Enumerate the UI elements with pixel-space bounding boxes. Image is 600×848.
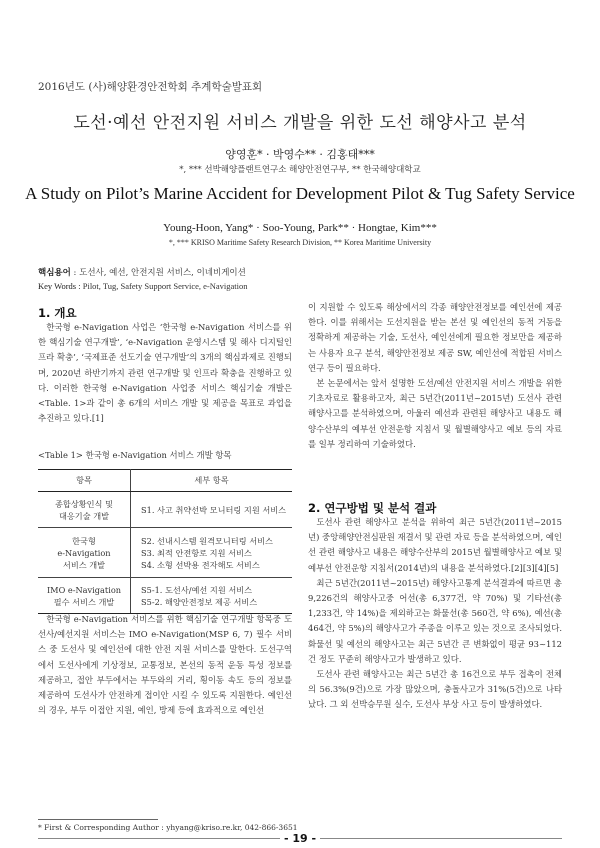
method-paragraph-2-text: 최근 5년간(2011년~2015년) 해양사고통계 분석결과에 따르면 총 9,226건의 해양사고중 어선(총 6,377건, 약 70%) 및 기타선(총 1,233건, 약 14%)을 제외하고는 화물선(총 560건, 약 6%), 예선(총 464건, 약 5%)의 해양사고가 주종을 이루고 있는 것으로 조사되었다. 화물선 및 예선의 해양사고는 최근 5년간 큰 변화없이 평균 93~112건 정도 꾸준히 해양사고가 발생하고 있다. (308, 577, 562, 664)
intro-paragraph-2-text: 본 논문에서는 앞서 설명한 도선/예선 안전지원 서비스 개발을 위한 기초자료로 활용하고자, 최근 5년간(2011년~2015년) 도선사 관련 해양사고를 분석하였으며, 아울러 예선과 관련된 해양사고 내용도 해양수산부의 예부선 안전운항 지침서 및 월별해양사고 예보 등의 자료를 일부 정리하여 기술하였다. (308, 378, 562, 449)
table-cell-category: 종합상황인식 및 대응기술 개발 (38, 492, 131, 528)
method-paragraph-1-text: 도선사 관련 해양사고 분석을 위하여 최근 5년간(2011년~2015년) 중앙해양안전심판원 재결서 및 관련 자료 등을 분석하였으며, 예인선 관련 해양사고 내용은 해양수산부의 2015년 월별해양사고 예보 및 예부선 안전운항 지침서(2014년)의 내용을 분석하였다.[2][3][4][5] (308, 517, 562, 573)
emsp-paragraph (38, 612, 292, 718)
conference-header: 2016년도 (사)해양환경안전학회 추계학술발표회 (38, 81, 263, 93)
table-cell-category: 한국형 e-Navigation 서비스 개발 (38, 528, 131, 578)
emsp-paragraph-text: 한국형 e-Navigation 서비스를 위한 핵심기술 연구개발 항목중 도선사/예선지원 서비스는 IMO e-Navigation(MSP 6, 7) 필수 서비스 중 도선사 및 예인선에 대한 안전 지원 서비스를 말한다. 도선구역에서 도선사에게 기상정보, 교통정보, 본선의 동적 운동 특성 정보를 제공하고, 접안 부두에서는 부두와의 거리, 횡이동 속도 등의 정보를 제공하여 도선사가 안전하게 접이안 시킬 수 있도록 지원한다. 예인선의 경우, 부두 이접안 지원, 예인, 방제 등에 효과적으로 예인선 (38, 614, 292, 716)
method-paragraphs (308, 515, 562, 713)
keywords-english-label: Key Words (38, 281, 77, 291)
table-row (38, 492, 292, 528)
intro-continuation (308, 300, 562, 452)
table-row (38, 528, 292, 578)
table-row (38, 578, 292, 614)
intro-paragraph-text: 한국형 e-Navigation 사업은 ‘한국형 e-Navigation 서비스를 위한 핵심기술 연구개발’, ‘e-Navigation 운영시스템 및 해사 디지털인프라 확충’, ‘국제표준 선도기술 연구개발’의 3개의 핵심과제로 진행되며, 2020년 하반기까지 관련 연구개발 및 인프라 확충을 진행하고 있다. 이러한 한국형 e-Navigation 사업중 서비스 핵심기술 개발은 <Table. 1>과 같이 총 6개의 서비스 개발 및 제공을 목표로 과업을 추진하고 있다.[1] (38, 322, 292, 424)
keywords-korean-label: 핵심용어 (38, 268, 71, 278)
intro-paragraph (38, 320, 292, 426)
keywords-english (38, 281, 248, 292)
intro-continuation-text: 이 지원할 수 있도록 해상에서의 각종 해양안전정보를 예인선에 제공한다. 이를 위해서는 도선지원을 받는 본선 및 예인선의 동적 거동을 정확하게 제공하는 기술, 도선사, 예인선에게 필요한 정보만을 제공하는 사용자 요구 분석, 해양안전정보 제공 SW, 예인선에 적합된 서비스 연구 등이 필요하다. (308, 302, 562, 373)
corresponding-author-footnote: * First & Corresponding Author : yhyang@kriso.re.kr, 042-866-3651 (38, 823, 298, 832)
paper-title-english: A Study on Pilot’s Marine Accident for Development Pilot & Tug Safety Service (25, 184, 575, 203)
authors-english: Young-Hoon, Yang* · Soo-Young, Park** · Hongtae, Kim*** (163, 222, 437, 234)
table-caption: <Table 1> 한국형 e-Navigation 서비스 개발 항목 (38, 450, 232, 460)
table-header-row (38, 470, 292, 492)
table-cell-items: S2. 선내시스템 원격모니터링 서비스 S3. 최적 안전항로 지원 서비스 S4. 소형 선박용 전자해도 서비스 (131, 528, 293, 578)
method-paragraph-3-text: 도선사 관련 해양사고는 최근 5년간 총 16건으로 부두 접촉이 전체의 56.3%(9건)으로 가장 많았으며, 충돌사고가 31%(5건)으로 나타났다. 그 외 선박승무원 실수, 도선사 부상 사고 등이 발생하였다. (308, 669, 562, 710)
table-header-items: 세부 항목 (131, 470, 293, 492)
authors-korean: 양영훈* · 박영수** · 김홍태*** (225, 148, 375, 161)
service-table (38, 469, 292, 614)
keywords-korean-text: : 도선사, 예선, 안전지원 서비스, 이네비게이션 (70, 268, 246, 278)
paper-title-korean: 도선·예선 안전지원 서비스 개발을 위한 도선 해양사고 분석 (73, 113, 527, 133)
service-table-wrapper (38, 469, 292, 614)
table-cell-items: S5-1. 도선사/예선 지원 서비스 S5-2. 해양안전정보 제공 서비스 (131, 578, 293, 614)
section-heading-intro: 1. 개요 (38, 306, 77, 320)
section-heading-method: 2. 연구방법 및 분석 결과 (308, 501, 437, 515)
keywords-korean (38, 266, 246, 278)
table-cell-category: IMO e-Navigation 필수 서비스 개발 (38, 578, 131, 614)
page-number: - 19 - (280, 832, 320, 845)
affiliation-korean: *, *** 선박해양플랜트연구소 해양안전연구부, ** 한국해양대학교 (179, 165, 421, 175)
keywords-english-text: : Pilot, Tug, Safety Support Service, e-Navigation (76, 281, 248, 291)
table-cell-items: S1. 사고 취약선박 모니터링 지원 서비스 (131, 492, 293, 528)
table-header-category: 항목 (38, 470, 131, 492)
affiliation-english: *, *** KRISO Maritime Safety Research Division, ** Korea Maritime University (168, 238, 432, 247)
footnote-divider (38, 819, 158, 820)
